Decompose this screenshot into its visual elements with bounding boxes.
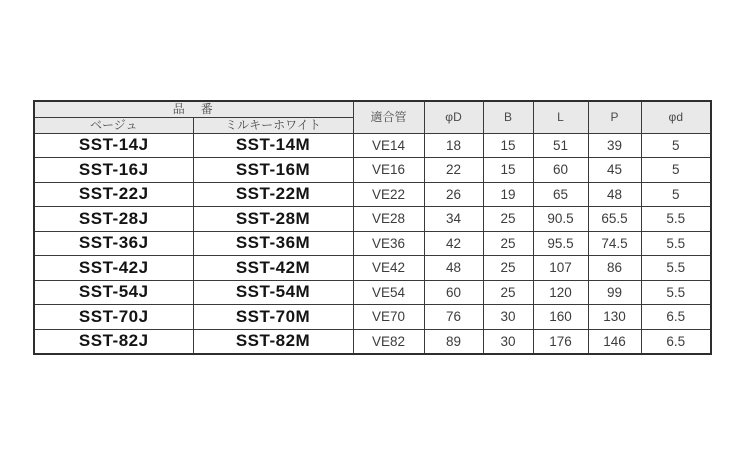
spec-table-body bbox=[34, 133, 711, 354]
header-B: B bbox=[483, 101, 533, 133]
compatible-pipe-value: VE16 bbox=[353, 158, 424, 183]
L-value: 90.5 bbox=[533, 207, 588, 232]
phi-D-value: 48 bbox=[424, 256, 483, 281]
B-value: 30 bbox=[483, 329, 533, 354]
compatible-pipe-value: VE36 bbox=[353, 231, 424, 256]
P-value: 130 bbox=[588, 305, 641, 330]
phi-D-value: 89 bbox=[424, 329, 483, 354]
model-beige: SST-22J bbox=[34, 182, 193, 207]
header-row-top bbox=[34, 101, 711, 117]
phi-d-value: 5 bbox=[641, 158, 711, 183]
model-beige: SST-28J bbox=[34, 207, 193, 232]
L-value: 176 bbox=[533, 329, 588, 354]
header-compatible-pipe: 適合管 bbox=[353, 101, 424, 133]
phi-d-value: 5 bbox=[641, 182, 711, 207]
phi-d-value: 5.5 bbox=[641, 207, 711, 232]
table-row bbox=[34, 231, 711, 256]
phi-D-value: 34 bbox=[424, 207, 483, 232]
model-beige: SST-14J bbox=[34, 133, 193, 158]
model-milky-white: SST-14M bbox=[193, 133, 353, 158]
model-milky-white: SST-70M bbox=[193, 305, 353, 330]
phi-d-value: 5.5 bbox=[641, 256, 711, 281]
table-row bbox=[34, 305, 711, 330]
phi-d-value: 5 bbox=[641, 133, 711, 158]
B-value: 25 bbox=[483, 280, 533, 305]
B-value: 25 bbox=[483, 231, 533, 256]
phi-d-value: 5.5 bbox=[641, 231, 711, 256]
L-value: 60 bbox=[533, 158, 588, 183]
table-row bbox=[34, 329, 711, 354]
L-value: 107 bbox=[533, 256, 588, 281]
P-value: 74.5 bbox=[588, 231, 641, 256]
P-value: 45 bbox=[588, 158, 641, 183]
phi-D-value: 42 bbox=[424, 231, 483, 256]
B-value: 25 bbox=[483, 207, 533, 232]
P-value: 48 bbox=[588, 182, 641, 207]
model-milky-white: SST-28M bbox=[193, 207, 353, 232]
header-milky-white: ミルキーホワイト bbox=[193, 117, 353, 133]
P-value: 146 bbox=[588, 329, 641, 354]
model-milky-white: SST-42M bbox=[193, 256, 353, 281]
header-phi-D: φD bbox=[424, 101, 483, 133]
compatible-pipe-value: VE70 bbox=[353, 305, 424, 330]
model-milky-white: SST-54M bbox=[193, 280, 353, 305]
model-milky-white: SST-22M bbox=[193, 182, 353, 207]
table-row bbox=[34, 280, 711, 305]
model-milky-white: SST-36M bbox=[193, 231, 353, 256]
header-part-number: 品 番 bbox=[34, 101, 353, 117]
phi-D-value: 18 bbox=[424, 133, 483, 158]
B-value: 15 bbox=[483, 133, 533, 158]
model-milky-white: SST-16M bbox=[193, 158, 353, 183]
model-beige: SST-16J bbox=[34, 158, 193, 183]
spec-table-header bbox=[34, 101, 711, 133]
L-value: 120 bbox=[533, 280, 588, 305]
P-value: 39 bbox=[588, 133, 641, 158]
header-L: L bbox=[533, 101, 588, 133]
P-value: 65.5 bbox=[588, 207, 641, 232]
phi-D-value: 22 bbox=[424, 158, 483, 183]
model-beige: SST-82J bbox=[34, 329, 193, 354]
L-value: 95.5 bbox=[533, 231, 588, 256]
phi-d-value: 6.5 bbox=[641, 329, 711, 354]
header-P: P bbox=[588, 101, 641, 133]
B-value: 19 bbox=[483, 182, 533, 207]
table-row bbox=[34, 207, 711, 232]
spec-table bbox=[33, 100, 712, 355]
table-row bbox=[34, 182, 711, 207]
compatible-pipe-value: VE82 bbox=[353, 329, 424, 354]
compatible-pipe-value: VE54 bbox=[353, 280, 424, 305]
compatible-pipe-value: VE22 bbox=[353, 182, 424, 207]
header-beige: ベージュ bbox=[34, 117, 193, 133]
L-value: 65 bbox=[533, 182, 588, 207]
L-value: 160 bbox=[533, 305, 588, 330]
phi-D-value: 26 bbox=[424, 182, 483, 207]
header-phi-d: φd bbox=[641, 101, 711, 133]
P-value: 99 bbox=[588, 280, 641, 305]
compatible-pipe-value: VE28 bbox=[353, 207, 424, 232]
B-value: 25 bbox=[483, 256, 533, 281]
table-row bbox=[34, 256, 711, 281]
P-value: 86 bbox=[588, 256, 641, 281]
phi-d-value: 5.5 bbox=[641, 280, 711, 305]
B-value: 15 bbox=[483, 158, 533, 183]
model-beige: SST-70J bbox=[34, 305, 193, 330]
phi-d-value: 6.5 bbox=[641, 305, 711, 330]
compatible-pipe-value: VE14 bbox=[353, 133, 424, 158]
phi-D-value: 76 bbox=[424, 305, 483, 330]
model-beige: SST-42J bbox=[34, 256, 193, 281]
table-row bbox=[34, 133, 711, 158]
compatible-pipe-value: VE42 bbox=[353, 256, 424, 281]
L-value: 51 bbox=[533, 133, 588, 158]
table-row bbox=[34, 158, 711, 183]
phi-D-value: 60 bbox=[424, 280, 483, 305]
model-milky-white: SST-82M bbox=[193, 329, 353, 354]
model-beige: SST-54J bbox=[34, 280, 193, 305]
B-value: 30 bbox=[483, 305, 533, 330]
model-beige: SST-36J bbox=[34, 231, 193, 256]
